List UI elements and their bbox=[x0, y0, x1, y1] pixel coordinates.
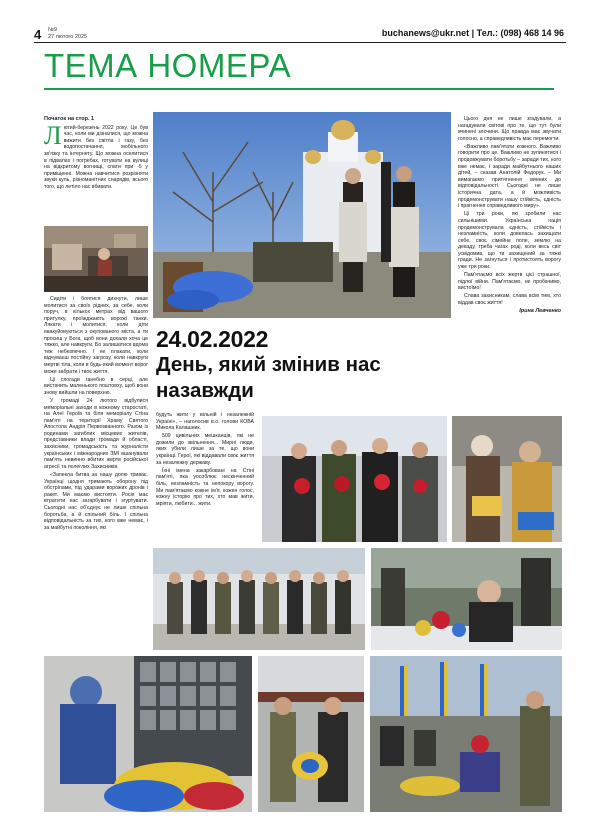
photo-basement-shelter bbox=[44, 226, 148, 292]
headline-title: День, який змінив нас назавжди bbox=[156, 353, 381, 402]
photo-mourners bbox=[452, 416, 562, 542]
article-paragraph: Сидіти і боятися дихнути, лише молитися за своїх рідних, за себе, коли поруч, в кількох метрах від вашого притулку, проїжджають ворожі танки. Лякати і молитися, коли діти евакуйовуються з окупованого міста, а ти просиш у Бога, щоб вони дохали хоча це тяжко, але навкруги. Бо залишатися вдома теж небезпечно. І не плакати, коли відчуваєш постійну загрозу, коли навкруги мертві тіла, коли в будь-який момент ворог може забрати і твоє життя. bbox=[44, 296, 148, 375]
issue-info bbox=[48, 27, 87, 41]
issue-number: №9 bbox=[48, 27, 57, 33]
photo-woman-at-grave bbox=[371, 548, 562, 650]
left-column-top bbox=[44, 116, 148, 232]
article-paragraph: Ці три роки, які зробили нас сильнішими. Українська нація продемонструвала єдність, стійкість і незламність, коли довелась захищати себе, своє сімейне поле, землю на декаду, треба чагах роді, коли весь світ усвідомив, що ти захищений за тяжкі гради. Не загнуться і протистоять ворогу уже три роки. bbox=[458, 211, 561, 271]
photo-soldiers-with-wreath bbox=[258, 656, 364, 812]
article-paragraph: «Запекла битва за нашу долю триває. Українці щодня тримають оборону під обстрілами, під ударами ворожих дронів і ракет. Ми маємо вистояти. Росія має втратити нас загарбувати і згуртувати. Сьогодні нас об'єднує не лише спільна боротьба, а й спільний біль. І спільна відповідальність за тих, кого вже немає, і за майбутні покоління, які bbox=[44, 471, 148, 531]
section-title: ТЕМА НОМЕРА bbox=[44, 47, 292, 84]
headline-date: 24.02.2022 bbox=[156, 326, 269, 352]
article-paragraph: Слава захисникам, слава всім тим, хто віддав своє життя! bbox=[458, 293, 561, 307]
middle-column bbox=[156, 412, 254, 542]
article-paragraph: будуть жити у вільній і незалежній Україні», – наголосив в.о. голови КОВА Микола Калашник. bbox=[156, 412, 254, 432]
page-number: 4 bbox=[34, 27, 42, 42]
photo-alley-of-heroes bbox=[370, 656, 562, 812]
issue-date: 27 лютого 2025 bbox=[48, 34, 88, 40]
article-paragraph: Пам'ятаємо всіх жертв цієї страшної, підлої війни. Пам'ятаємо, не пробачимо, виcтоїмо! bbox=[458, 272, 561, 292]
article-paragraph: Їхні імена закарбовані на Стіні пам'яті, яка уособлює нескінченний біль, незламність та непокору ворогу. Ми пам'ятаємо кожне ім'я, кожен голос, кожну історію про тих, хто мав жити, мріяти, любити... жити. bbox=[156, 467, 254, 507]
article-paragraph: У громаді 24 лютого відбулися меморіальні заходи в кожному старостаті, на Алеї Героїв та біля меморіалу Стіна пам'яті на території Храму Святого Апостола Андрія Первозванного. Разом із родинами загиблих місцевих жителів, представники влади громади й області, захисники, громадськість та журналісти українських і міжнародних ЗМІ вшанували пам'ять невинно вбитих жертв російської агресії та полеглих Захисників. bbox=[44, 397, 148, 470]
photo-line-of-people bbox=[153, 548, 365, 650]
article-paragraph: 509 цивільних мешканців, які не дожили до звільнення... Мирні люди, яких убили лише за те, що вони українці. Герої, які віддавали своє життя за незалежну державу. bbox=[156, 433, 254, 466]
author-signature: Ірина Левченко bbox=[519, 308, 561, 315]
photo-memorial-service bbox=[153, 112, 451, 318]
continued-label: Початок на стор. 1 bbox=[44, 116, 95, 122]
article-paragraph: Цього дня не лише згадували, а нагадували світові про те, що тут були вчинені злочини. Що правда має звучати голосно, а справедливість має перемогти. bbox=[458, 116, 561, 142]
article-paragraph: Лютий-березень 2022 року. Це був час, коли ми дізналися, що можна вижити без світла і газу, без водопостачання, мобільного зв'язку та інтернету. Що можна оселитися в підвалах і погребах, готувати на вулиці на відкритому вогнищі, спати при -5 у приміщенні. Можна навчитися розрізняти звуки куль, різноманітних снарядів, всього того, що летіло нас вбивати. bbox=[44, 120, 148, 190]
photo-officials-with-flowers bbox=[262, 416, 447, 542]
header-divider bbox=[34, 42, 566, 43]
page-header bbox=[0, 0, 600, 44]
article-paragraph: «Важливо пам'ятати кожного. Важливо говорити про це. Важливо не зупинятися і продовжувати боротьбу – заради тих, кого вже немає, і заради майбутнього наших дітей, – сказав Анатолій Федорук. – Ми вимагаємо притягнення винних до відповідальності. Сьогодні не лише історична дата, а й можливість продемонструвати нашу стійкість, єдність і прагнення справедливого миру». bbox=[458, 143, 561, 210]
contacts: buchanews@ukr.net | Тел.: (098) 468 14 96 bbox=[381, 28, 564, 38]
photo-memorial-wall-flowers bbox=[44, 656, 252, 812]
section-title-underline bbox=[44, 88, 554, 90]
drop-cap: Л bbox=[44, 120, 62, 150]
article-paragraph: Ці спогади ганебно в серці, але вистачить маленького поштовху, щоб вони знову вийшли на поверхню. bbox=[44, 376, 148, 396]
right-column bbox=[458, 116, 561, 406]
